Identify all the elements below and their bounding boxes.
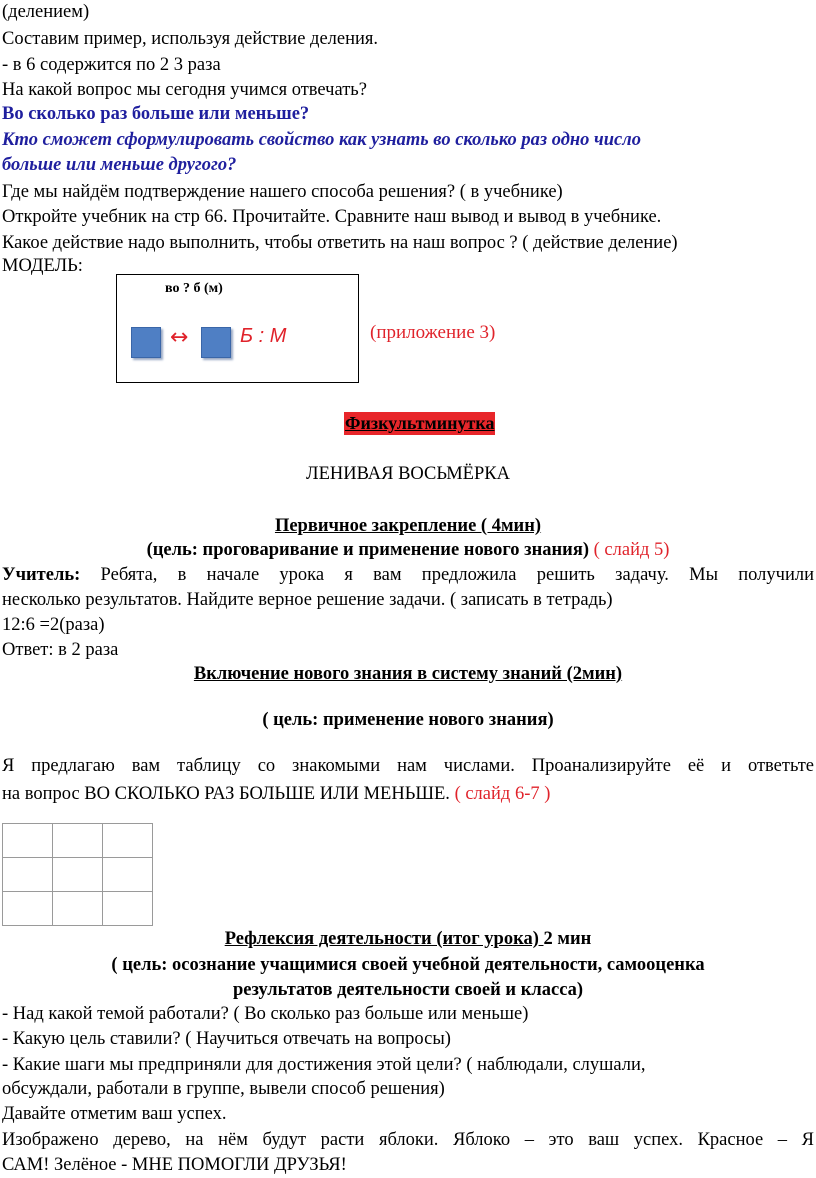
table-cell [103,892,153,926]
text-line: (делением) [2,2,90,22]
appendix-note: (приложение 3) [370,322,496,343]
square-small [201,327,231,358]
table-cell [103,824,153,858]
text-line: - Какие шаги мы предприняли для достижения этой цели? ( наблюдали, слушали, [2,1055,646,1075]
reflection-goal: ( цель: осознание учащимися своей учебной деятельности, самооценка [111,955,705,975]
text-line: обсуждали, работали в группе, вывели способ решения) [2,1079,445,1099]
text-line: - в 6 содержится по 2 3 раза [2,55,221,75]
model-top-label: во ? б (м) [165,281,223,296]
fizkult-heading: Физкультминутка [345,413,495,433]
teacher-line [2,563,814,587]
text-line: САМ! Зелёное - МНЕ ПОМОГЛИ ДРУЗЬЯ! [2,1155,347,1175]
question-italic: больше или меньше другого? [2,155,237,175]
primary-goal-line [0,538,816,562]
text-line: Откройте учебник на стр 66. Прочитайте. Сравните наш вывод и вывод в учебнике. [2,207,662,227]
question-heading: Во сколько раз больше или меньше? [2,104,310,124]
table-cell [53,892,103,926]
teacher-label: Учитель: [2,565,81,585]
teacher-text: Ребята, в начале урока я вам предложила решить задачу. Мы получили [80,565,814,585]
model-label: МОДЕЛЬ: [2,256,83,276]
text-line: На какой вопрос мы сегодня учимся отвечать? [2,80,367,100]
text-line: Какое действие надо выполнить, чтобы ответить на наш вопрос ? ( действие деление) [2,233,678,253]
table-row [3,824,153,858]
table-cell [3,858,53,892]
text-line: - Над какой темой работали? ( Во сколько раз больше или меньше) [2,1004,529,1024]
inclusion-title: Включение нового знания в систему знаний (2мин) [193,664,623,684]
text-line: несколько результатов. Найдите верное решение задачи. ( записать в тетрадь) [2,590,613,610]
model-diagram [116,274,359,383]
inclusion-slide: ( слайд 6-7 ) [449,784,551,804]
text-line: Составим пример, используя действие деления. [2,29,379,49]
answer-line: Ответ: в 2 раза [2,640,119,660]
text-line: Изображено дерево, на нём будут расти яблоки. Яблоко – это ваш успех. Красное – Я [2,1130,814,1150]
primary-goal: (цель: проговаривание и применение нового знания) [146,540,589,560]
inclusion-text: на вопрос ВО СКОЛЬКО РАЗ БОЛЬШЕ ИЛИ МЕНЬШЕ. [2,784,450,804]
reflection-time: 2 мин [543,929,592,949]
primary-title: Первичное закрепление ( 4мин) [274,516,542,536]
lazy-eight-title: ЛЕНИВАЯ ВОСЬМЁРКА [306,464,510,484]
double-arrow-icon: ↔ [170,325,189,350]
text-line: Где мы найдём подтверждение нашего способа решения? ( в учебнике) [2,182,563,202]
text-line: Давайте отметим ваш успех. [2,1104,227,1124]
table-row [3,858,153,892]
inclusion-text-line [2,782,550,806]
table-cell [53,824,103,858]
primary-slide: ( слайд 5) [589,540,670,560]
reflection-title: Рефлексия деятельности (итог урока) [224,929,544,949]
calc-line: 12:6 =2(раза) [2,615,105,635]
table-cell [53,858,103,892]
question-italic: Кто сможет сформулировать свойство как узнать во сколько раз одно число [2,130,641,150]
model-formula: Б : М [240,325,287,347]
square-big [131,327,161,358]
table-cell [3,892,53,926]
empty-table [2,823,153,926]
text-line: - Какую цель ставили? ( Научиться отвечать на вопросы) [2,1029,451,1049]
reflection-goal: результатов деятельности своей и класса) [232,980,584,1000]
table-row [3,892,153,926]
table-cell [103,858,153,892]
inclusion-goal: ( цель: применение нового знания) [262,710,554,730]
text-line: Я предлагаю вам таблицу со знакомыми нам числами. Проанализируйте её и ответьте [2,756,814,776]
table-cell [3,824,53,858]
reflection-title-line [0,927,816,951]
